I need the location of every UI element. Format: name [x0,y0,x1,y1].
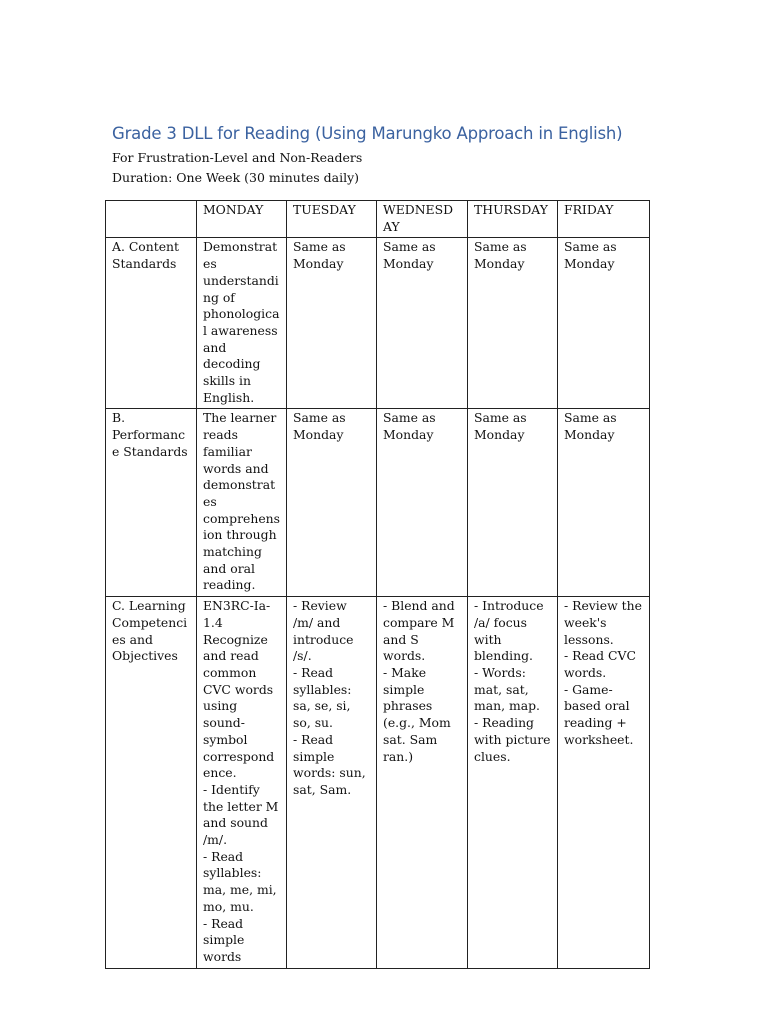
header-cell-monday: MONDAY [197,201,287,238]
cell-text: Same as Monday [293,410,346,443]
cell-text: - Read simple words: sun, sat, Sam. [293,731,366,797]
cell-text: Same as Monday [564,239,617,272]
cell-text: - Read CVC words. [564,648,636,680]
header-cell-wednesday: WEDNESDAY [377,201,468,238]
table-cell [197,238,287,409]
table-cell [287,597,377,968]
table-row-content-standards [106,238,650,409]
header-cell-thursday: THURSDAY [468,201,558,238]
table-row-learning-competencies [106,597,650,968]
table-cell [468,238,558,409]
table-cell [558,409,650,597]
table-cell [377,238,468,409]
cell-text: Same as Monday [474,410,527,443]
header-cell-empty [106,201,197,238]
header-cell-tuesday: TUESDAY [287,201,377,238]
document-title: Grade 3 DLL for Reading (Using Marungko Approach in English) [112,124,623,143]
cell-text: - Read syllables: sa, se, si, so, su. [293,664,352,731]
table-cell [197,409,287,597]
table-cell [468,597,558,968]
cell-text: - Read simple words [203,915,245,964]
table-cell [287,409,377,597]
cell-text: The learner reads familiar words and demonstrates comprehension through matching and oral reading. [203,410,280,593]
header-cell-friday: FRIDAY [558,201,650,238]
cell-text: - Review the week's lessons. [564,598,642,647]
cell-text: - Blend and compare M and S words. [383,598,455,664]
cell-text: - Introduce /a/ focus with blending. [474,598,544,664]
table-cell [468,409,558,597]
table-cell [287,238,377,409]
cell-text: - Identify the letter M and sound /m/. [203,781,279,848]
document-subtitle-audience: For Frustration-Level and Non-Readers [112,150,363,165]
cell-text: - Make simple phrases (e.g., Mom sat. Sam ran.) [383,664,451,764]
cell-text: Same as Monday [383,410,436,443]
cell-text: - Game-based oral reading + worksheet. [564,681,634,747]
cell-text: EN3RC-Ia-1.4 Recognize and read common CVC words using sound-symbol correspondence. [203,598,275,781]
table-header-row [106,201,650,238]
table-cell [197,597,287,968]
table-cell [558,238,650,409]
cell-text: - Reading with picture clues. [474,715,551,764]
cell-text: - Read syllables: ma, me, mi, mo, mu. [203,848,277,914]
table-row-performance-standards [106,409,650,597]
row-label-content-standards: A. Content Standards [106,238,197,409]
document-subtitle-duration: Duration: One Week (30 minutes daily) [112,170,360,185]
cell-text: Same as Monday [383,239,436,272]
row-label-learning-competencies: C. Learning Competencies and Objectives [106,597,197,968]
table-cell [377,597,468,968]
row-label-performance-standards: B. Performance Standards [106,409,197,597]
cell-text: Same as Monday [293,239,346,272]
cell-text: Same as Monday [474,239,527,272]
table-cell [377,409,468,597]
cell-text: - Review /m/ and introduce /s/. [293,598,354,664]
cell-text: Same as Monday [564,410,617,443]
dll-table [105,200,650,969]
cell-text: - Words: mat, sat, man, map. [474,664,541,714]
table-cell [558,597,650,968]
cell-text: Demonstrates understanding of phonological awareness and decoding skills in English. [203,239,280,405]
